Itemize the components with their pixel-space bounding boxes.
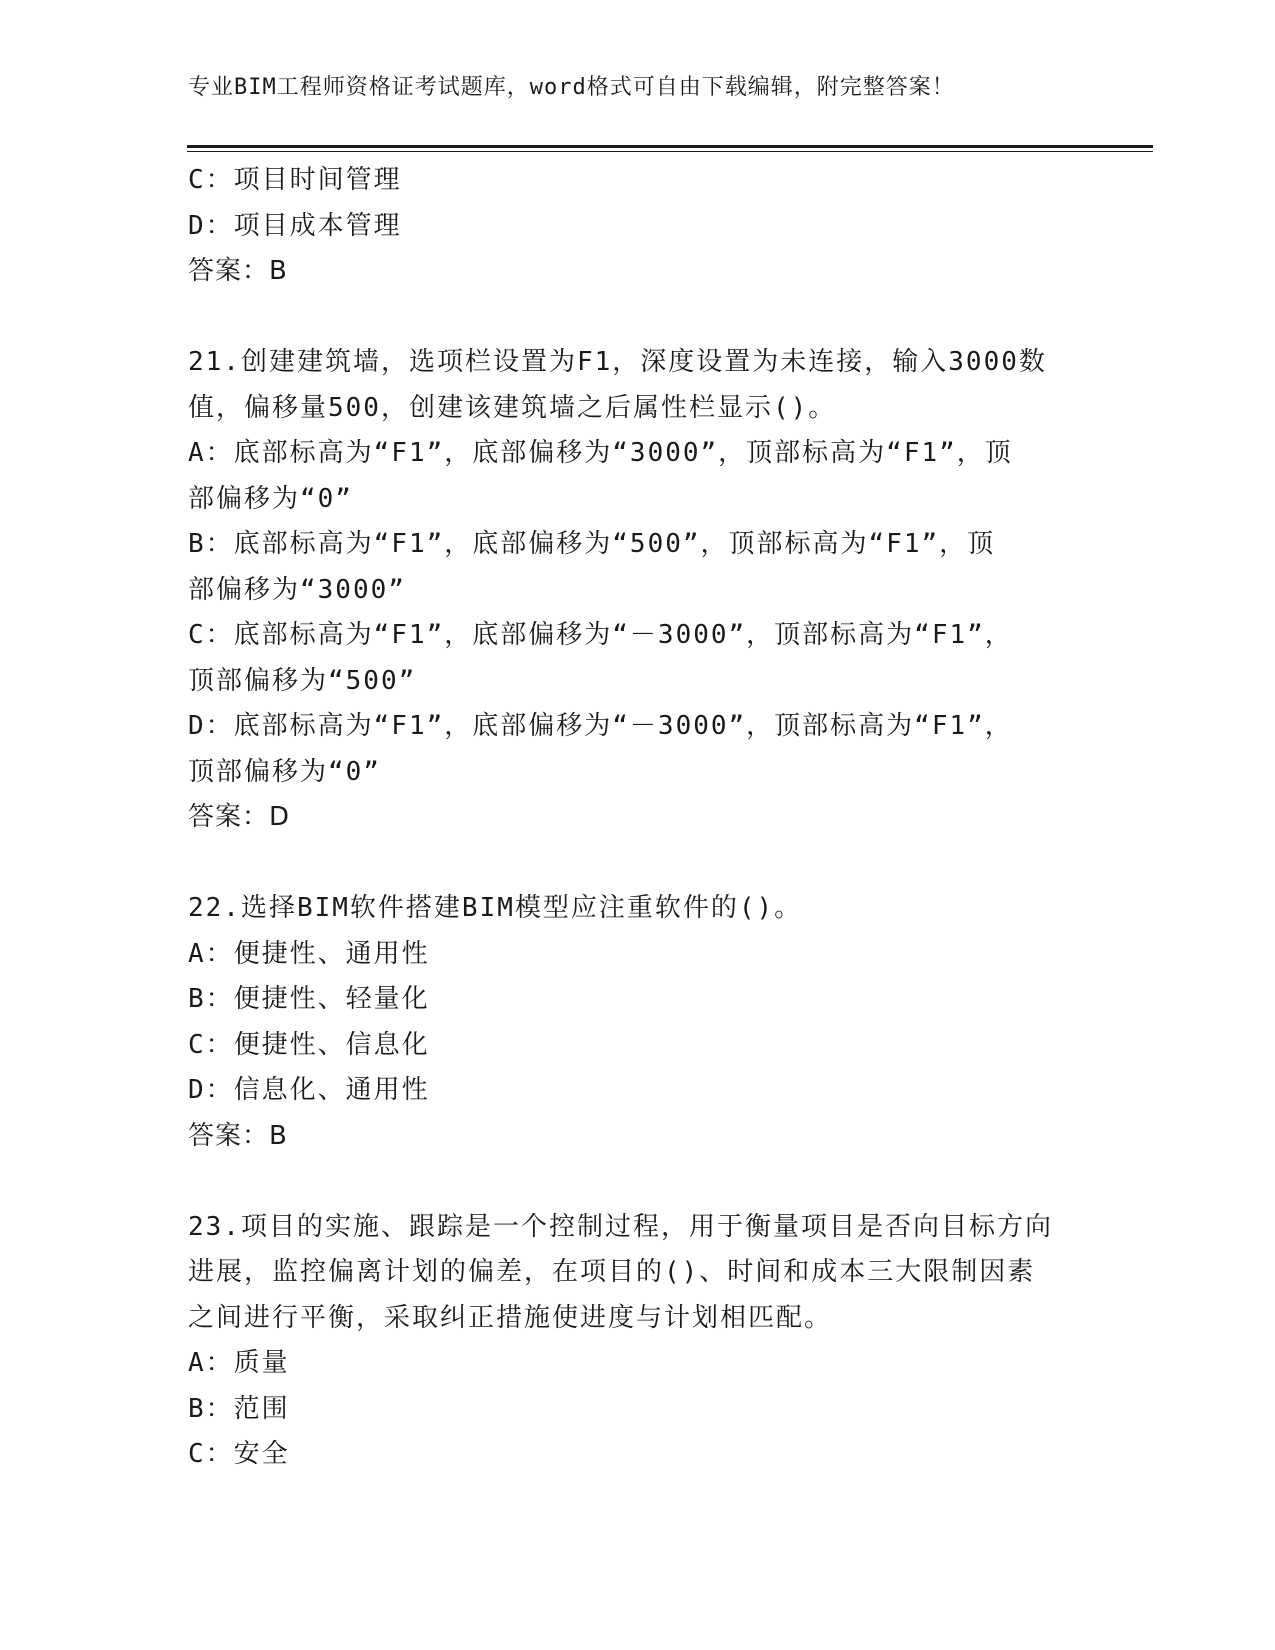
q21-option-d-line2: 顶部偏移为“0” [188, 756, 381, 787]
q21-option-c-line1: C：底部标高为“F1”，底部偏移为“－3000”，顶部标高为“F1”， [188, 620, 1013, 650]
q23-option-c: C：安全 [188, 1439, 290, 1469]
q22-option-c: C：便捷性、信息化 [188, 1029, 430, 1060]
q23-stem-line2: 进展，监控偏离计划的偏差，在项目的()、时间和成本三大限制因素 [188, 1257, 1036, 1287]
q23-option-a: A：质量 [188, 1348, 290, 1378]
q21-option-c-line2: 顶部偏移为“500” [188, 665, 417, 696]
q20-option-c: C：项目时间管理 [188, 165, 402, 195]
page-header: 专业BIM工程师资格证考试题库，word格式可自由下载编辑，附完整答案！ [188, 75, 955, 100]
header-rule-thick [187, 145, 1153, 148]
q23-option-b: B：范围 [188, 1393, 290, 1424]
question-content [188, 158, 1088, 1478]
q21-option-a-line2: 部偏移为“0” [188, 483, 353, 514]
q20-option-d: D：项目成本管理 [188, 210, 402, 241]
spacer [188, 841, 1088, 887]
q22-option-a: A：便捷性、通用性 [188, 938, 430, 969]
q20-answer: 答案：B [188, 256, 288, 286]
header-rule-thin [187, 151, 1153, 152]
q21-option-a-line1: A：底部标高为“F1”，底部偏移为“3000”，顶部标高为“F1”，顶 [188, 438, 1013, 468]
q21-stem-line1: 21.创建建筑墙，选项栏设置为F1，深度设置为未连接，输入3000数 [188, 347, 1047, 377]
q21-option-d-line1: D：底部标高为“F1”，底部偏移为“－3000”，顶部标高为“F1”， [188, 711, 1013, 741]
q22-option-d: D：信息化、通用性 [188, 1075, 430, 1105]
q22-stem: 22.选择BIM软件搭建BIM模型应注重软件的()。 [188, 893, 803, 923]
q21-answer: 答案：D [188, 802, 291, 832]
q23-stem-line1: 23.项目的实施、跟踪是一个控制过程，用于衡量项目是否向目标方向 [188, 1211, 1053, 1242]
q21-option-b-line1: B：底部标高为“F1”，底部偏移为“500”，顶部标高为“F1”，顶 [188, 529, 996, 559]
spacer [188, 295, 1088, 341]
q21-option-b-line2: 部偏移为“3000” [188, 574, 406, 605]
q22-option-b: B：便捷性、轻量化 [188, 984, 430, 1014]
q21-stem-line2: 值，偏移量500，创建该建筑墙之后属性栏显示()。 [188, 392, 837, 423]
q23-stem-line3: 之间进行平衡，采取纠正措施使进度与计划相匹配。 [188, 1302, 833, 1333]
spacer [188, 1159, 1088, 1205]
q22-answer: 答案：B [188, 1120, 288, 1151]
